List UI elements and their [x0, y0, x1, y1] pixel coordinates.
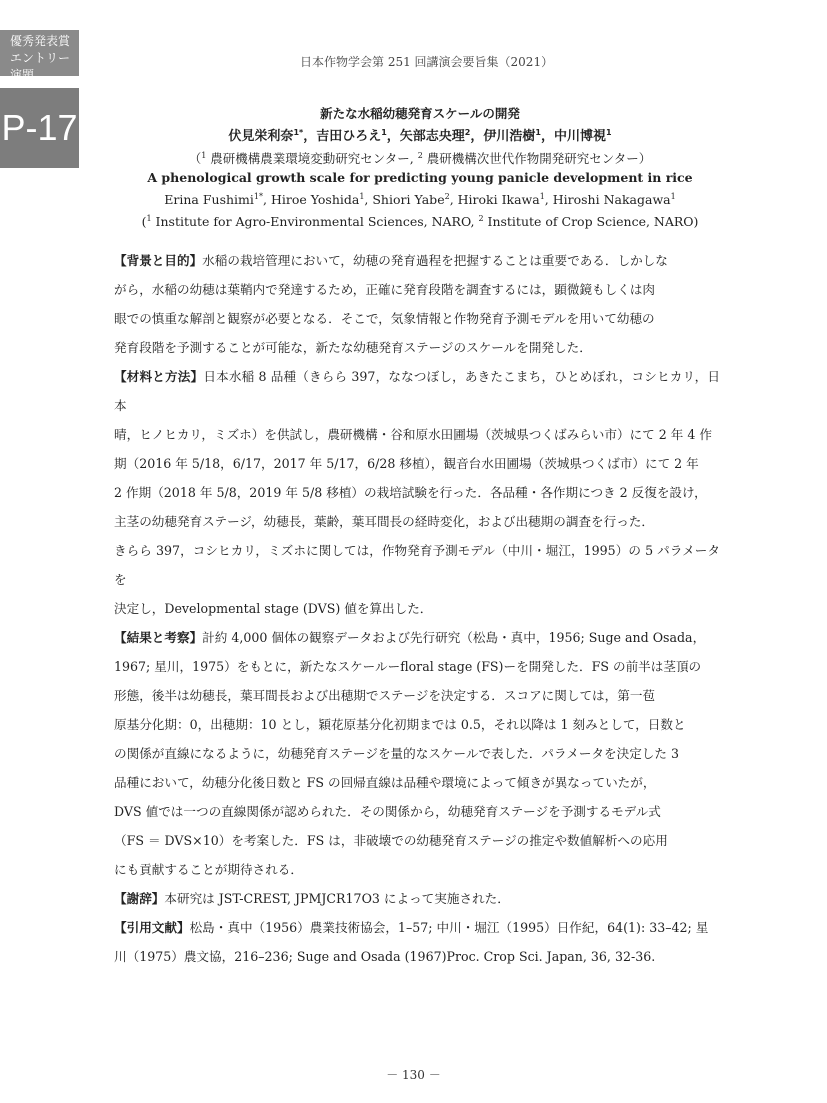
author-en-1: Erina Fushimi: [164, 192, 254, 207]
aff-en-1: Institute for Agro-Environmental Sciences, NARO,: [151, 214, 479, 229]
author-ja-2-sup: 1: [381, 128, 387, 137]
author-en-2-sup: 1: [359, 192, 365, 201]
line-text: 計約 4,000 個体の観察データおよび先行研究（松島・真中，1956; Suge and Osada，: [202, 630, 706, 645]
author-ja-4: ，伊川浩樹: [470, 129, 536, 144]
badge-line-1: 優秀発表賞: [10, 34, 71, 48]
author-en-5: , Hiroshi Nakagawa: [544, 192, 671, 207]
affiliations-ja: [110, 146, 730, 168]
body-line: 眼での慎重な解剖と観察が必要となる．そこで，気象情報と作物発育予測モデルを用いて幼穂の: [114, 311, 655, 326]
author-ja-2: ，吉田ひろえ: [303, 129, 382, 144]
body-line: 形態，後半は幼穂長，葉耳間長および出穂期でステージを決定する．スコアに関しては，第一苞: [114, 688, 656, 703]
body-line: [114, 913, 720, 942]
aff-ja-1: 農研機構農業環境変動研究センター,: [206, 151, 418, 166]
section-label: 【材料と方法】: [114, 369, 204, 384]
body-line: [114, 362, 720, 420]
poster-number: P-17: [0, 88, 79, 168]
body-line: [114, 246, 720, 275]
author-ja-3: ，矢部志央理: [386, 129, 465, 144]
author-ja-3-sup: 2: [464, 128, 471, 137]
running-header: 日本作物学会第 251 回講演会要旨集（2021）: [300, 55, 554, 69]
authors-en: [110, 187, 730, 209]
aff-ja-sup-1: 1: [201, 151, 207, 160]
abstract-body: [114, 246, 720, 971]
body-line: がら，水稲の幼穂は葉鞘内で発達するため，正確に発育段階を調査するには，顕微鏡もしくは肉: [114, 282, 656, 297]
author-en-4-sup: 1: [539, 192, 545, 201]
award-entry-badge: [0, 30, 79, 82]
body-line: 発育段階を予測することが可能な，新たな幼穂発育ステージのスケールを開発した．: [114, 340, 592, 355]
section-label: 【引用文献】: [114, 920, 190, 935]
section-methods: [114, 362, 720, 623]
body-line: 2 作期（2018 年 5/8，2019 年 5/8 移植）の栽培試験を行った．各品種・各作期につき 2 反復を設け，: [114, 485, 707, 500]
section-label: 【背景と目的】: [114, 253, 203, 268]
body-line: 1967; 星川，1975）をもとに，新たなスケールーfloral stage (FS)ーを開発した．FS の前半は茎頂の: [114, 659, 702, 674]
paper-header: [110, 104, 730, 231]
author-en-1-sup: 1*: [253, 192, 263, 201]
body-line: の関係が直線になるように，幼穂発育ステージを量的なスケールで表した．パラメータを決定した 3: [114, 746, 680, 761]
section-results: [114, 623, 720, 884]
title-en: A phenological growth scale for predicting young panicle development in rice: [147, 170, 693, 185]
aff-ja-open: （: [188, 151, 202, 166]
body-line: （FS ＝ DVS×10）を考案した．FS は，非破壊での幼穂発育ステージの推定や数値解析への応用: [114, 833, 668, 848]
body-line: [114, 623, 720, 652]
section-acknowledgment: [114, 884, 720, 913]
body-line: 決定し，Developmental stage (DVS) 値を算出した．: [114, 601, 433, 616]
aff-en-open: (: [141, 214, 147, 229]
affiliations-en: [110, 209, 730, 231]
author-ja-1-sup: 1*: [293, 128, 304, 137]
author-ja-4-sup: 1: [535, 128, 541, 137]
body-line: きらら 397，コシヒカリ，ミズホに関しては，作物発育予測モデル（中川・堀江，1995）の 5 パラメータを: [114, 543, 720, 587]
author-en-3: , Shiori Yabe: [364, 192, 445, 207]
line-text: 水稲の栽培管理において，幼穂の発育過程を把握することは重要である．しかしな: [202, 253, 668, 268]
line-text: 松島・真中（1956）農業技術協会，1–57; 中川・堀江（1995）日作紀，64(1): 33–42; 星: [189, 920, 709, 935]
section-label: 【謝辞】: [114, 891, 165, 906]
page-number: － 130 －: [386, 1068, 441, 1082]
body-line: にも貢献することが期待される．: [114, 862, 303, 877]
author-ja-5: ，中川博視: [540, 129, 606, 144]
aff-ja-2: 農研機構次世代作物開発研究センター）: [422, 151, 652, 166]
body-line: 晴，ヒノヒカリ，ミズホ）を供試し，農研機構・谷和原水田圃場（茨城県つくばみらい市）にて 2 年 4 作: [114, 427, 713, 442]
author-en-2: , Hiroe Yoshida: [263, 192, 360, 207]
section-references: [114, 913, 720, 971]
body-line: 原基分化期：0，出穂期：10 とし，穎花原基分化初期までは 0.5，それ以降は 1 刻みとして，日数と: [114, 717, 686, 732]
author-ja-1: 伏見栄利奈: [228, 129, 294, 144]
aff-en-sup-1: 1: [146, 214, 152, 223]
author-en-4: , Hiroki Ikawa: [449, 192, 540, 207]
badge-line-2: エントリー演題: [10, 51, 71, 82]
body-line: 期（2016 年 5/18，6/17，2017 年 5/17，6/28 移植），観音台水田圃場（茨城県つくば市）にて 2 年: [114, 456, 699, 471]
aff-ja-sup-2: 2: [417, 151, 423, 160]
body-line: 主茎の幼穂発育ステージ，幼穂長，葉齢，葉耳間長の経時変化，および出穂期の調査を行った．: [114, 514, 655, 529]
body-line: DVS 値では一つの直線関係が認められた．その関係から，幼穂発育ステージを予測するモデル式: [114, 804, 661, 819]
line-text: 本研究は JST-CREST, JPMJCR17O3 によって実施された．: [164, 891, 510, 906]
body-line: [114, 884, 720, 913]
title-ja: 新たな水稲幼穂発育スケールの開発: [320, 106, 520, 121]
section-background: [114, 246, 720, 362]
body-line: 品種において，幼穂分化後日数と FS の回帰直線は品種や環境によって傾きが異なっていたが，: [114, 775, 656, 790]
aff-en-sup-2: 2: [478, 214, 484, 223]
author-ja-5-sup: 1: [605, 128, 612, 137]
authors-ja: [110, 123, 730, 146]
aff-en-2: Institute of Crop Science, NARO): [483, 214, 699, 229]
section-label: 【結果と考察】: [114, 630, 203, 645]
body-line: 川（1975）農文協，216–236; Suge and Osada (1967)Proc. Crop Sci. Japan, 36, 32-36.: [114, 949, 656, 964]
author-en-5-sup: 1: [670, 192, 676, 201]
author-en-3-sup: 2: [444, 192, 450, 201]
line-text: 日本水稲 8 品種（きらら 397，ななつぼし，あきたこまち，ひとめぼれ，コシヒカリ，日本: [114, 369, 721, 413]
